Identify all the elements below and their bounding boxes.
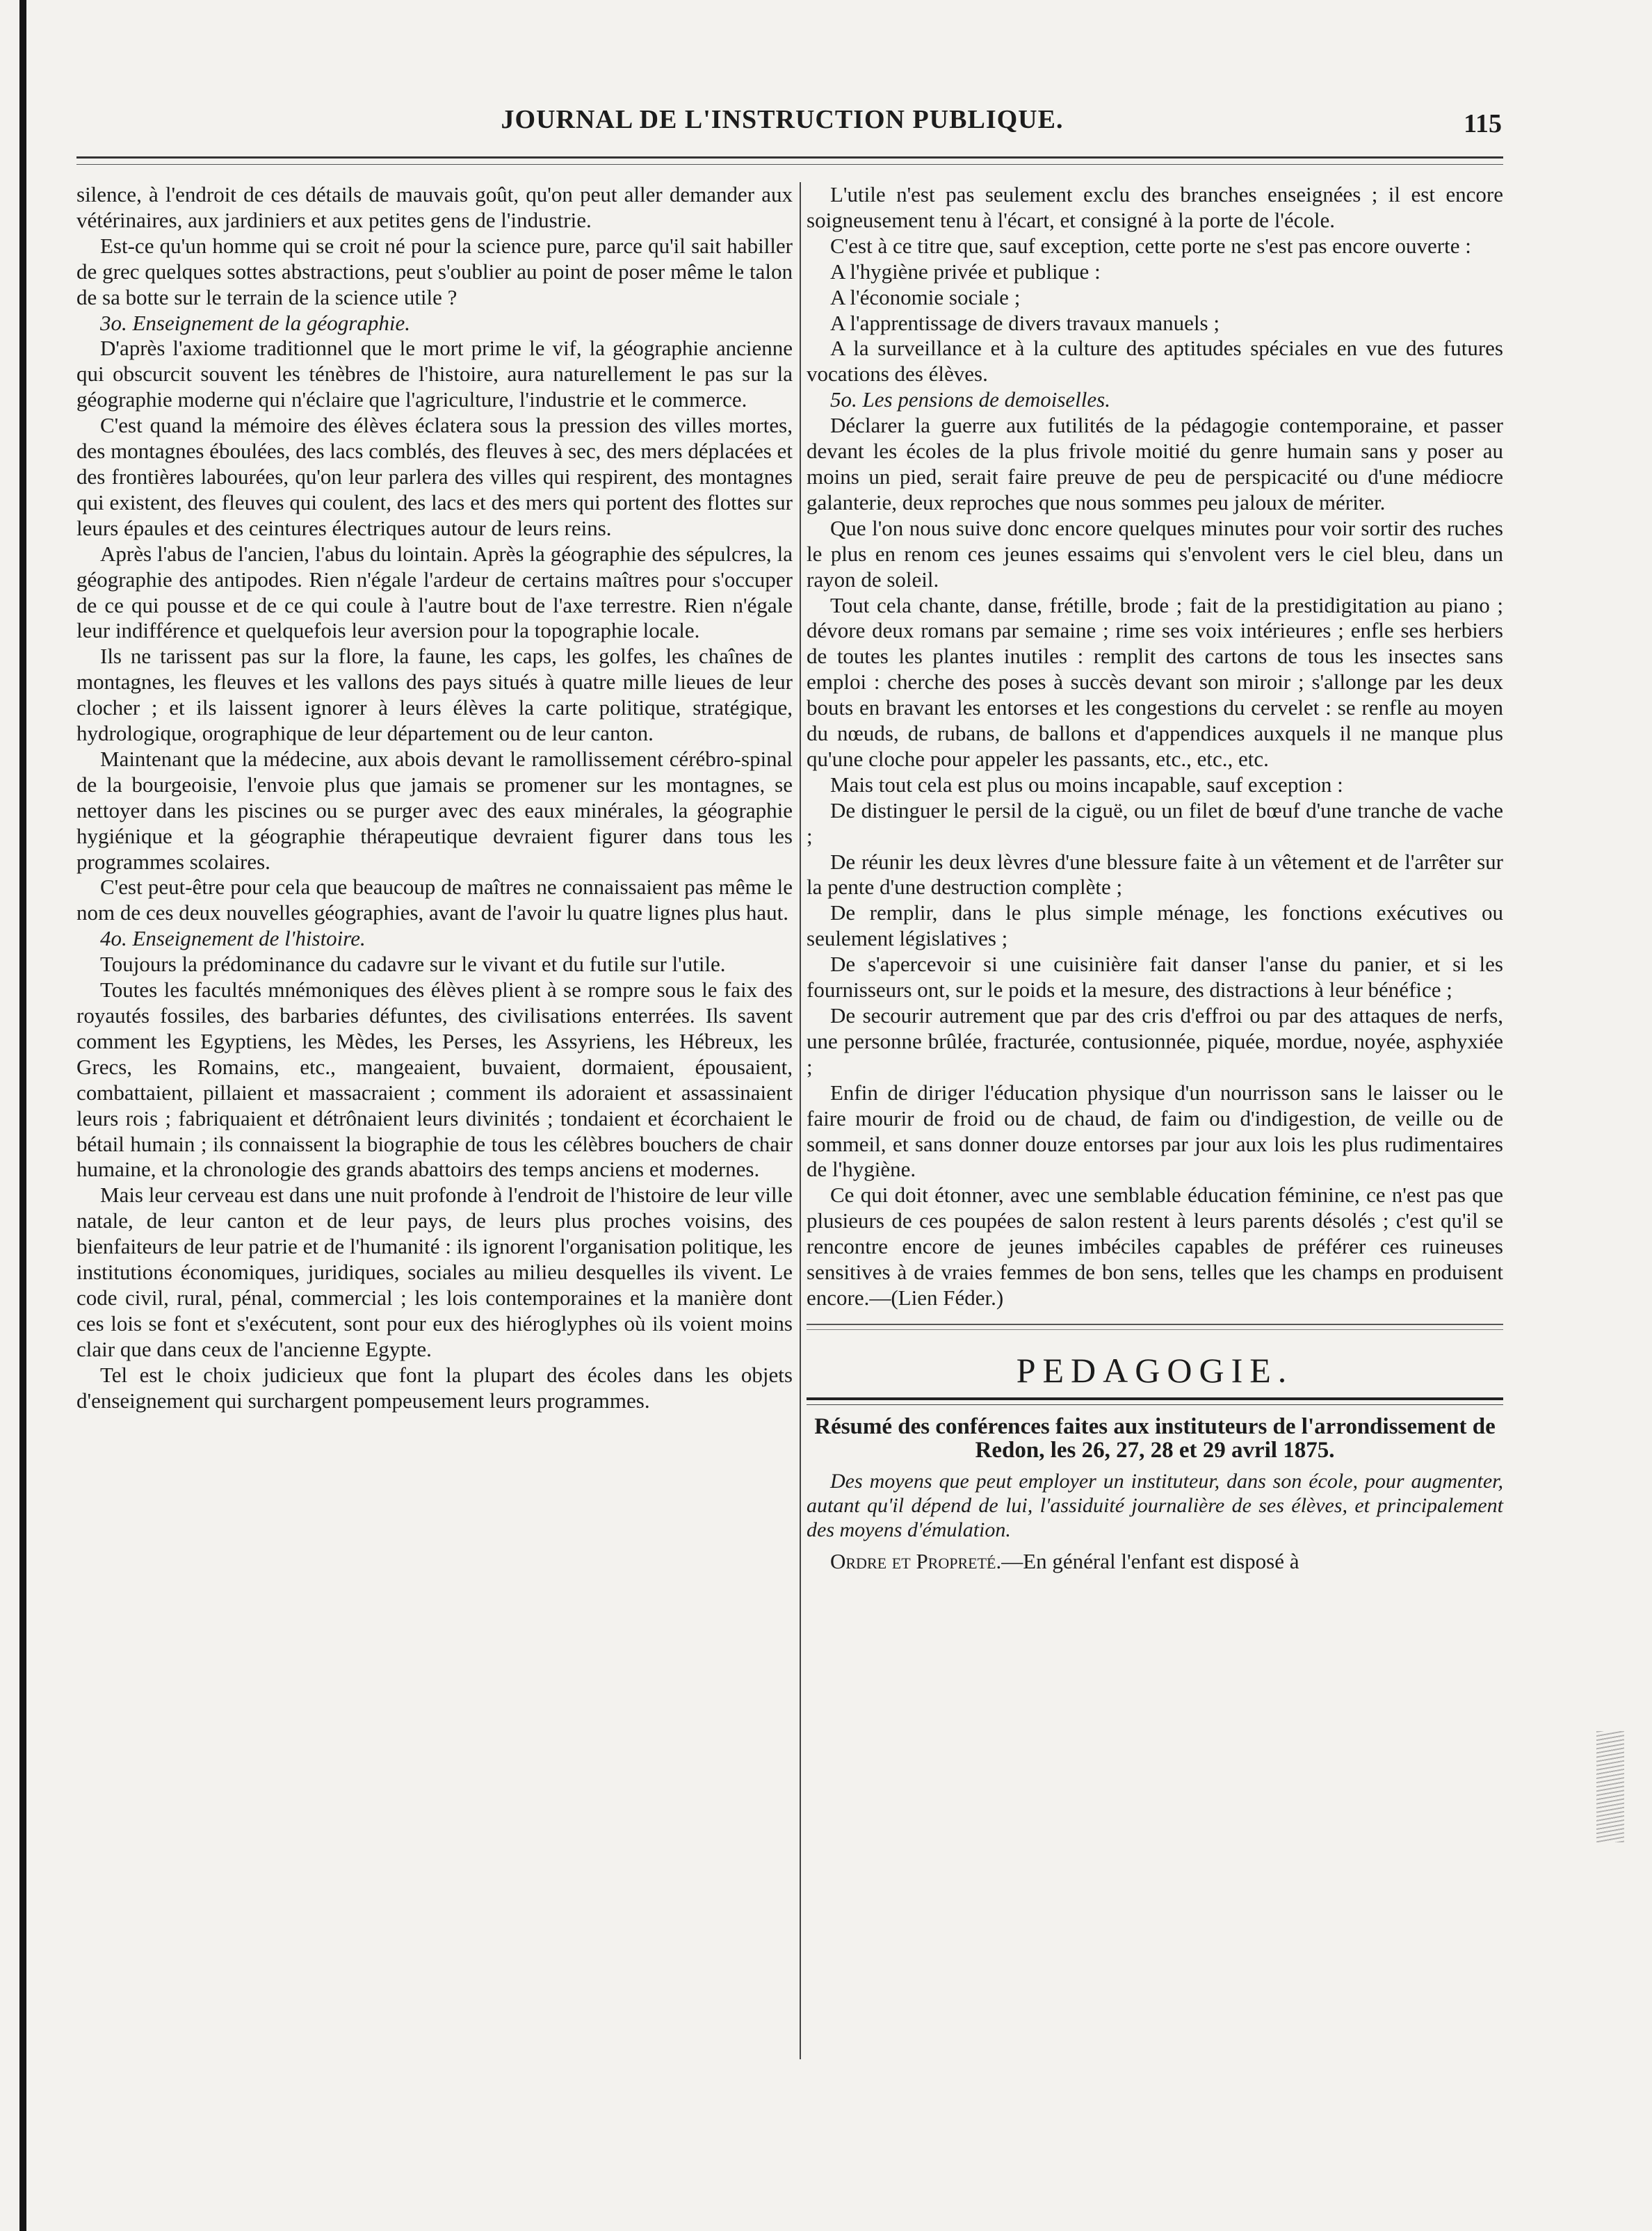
- page-header: [63, 104, 1502, 146]
- section-heading-geographie: [76, 311, 793, 336]
- paragraph: D'après l'axiome traditionnel que le mort prime le vif, la géographie ancienne qui obscurcit souvent les ténèbres de l'histoire, aura naturellement le pas sur la géographie moderne qui n'éclaire que l'agriculture, l'industrie et le commerce.: [76, 336, 793, 412]
- paragraph: Tel est le choix judicieux que font la plupart des écoles dans les objets d'enseignement qui surchargent pompeusement leurs programmes.: [76, 1362, 793, 1413]
- page-left-border: [19, 0, 26, 2231]
- paragraph: Est-ce qu'un homme qui se croit né pour la science pure, parce qu'il sait habiller de grec quelques sottes abstractions, peut s'oublier au point de poser même le talon de sa botte sur le terrain de la science utile ?: [76, 233, 793, 309]
- paragraph: Toutes les facultés mnémoniques des élèves plient à se rompre sous le faix des royautés fossiles, des barbaries défuntes, des civilisations enterrées. Ils savent comment les Egyptiens, les Mèdes, les Perses, les Assyriens, les Hébreux, les Grecs, les Romains, etc., mangeaient, buvaient, dormaient, épousaient, combattaient, pillaient et massacraient ; comment ils adoraient et assassinaient leurs rois ; fabriquaient et détrônaient leurs divinités ; tondaient et écorchaient le bétail humain ; ils connaissent la biographie de tous les célèbres bouchers de chair humaine, et la chronologie des grands abattoirs des temps anciens et modernes.: [76, 977, 793, 1182]
- section-rule-thin: [807, 1329, 1503, 1330]
- section-heading-text: 5o. Les pensions de demoiselles.: [830, 387, 1110, 412]
- paragraph: Ce qui doit étonner, avec une semblable éducation féminine, ce n'est pas que plusieurs de ces poupées de salon restent à leurs parents désolés ; c'est qu'il se rencontre encore de jeunes imbéciles capables de préférer ces ruineuses sensitives à de vraies femmes de bon sens, telles que les champs en produisent encore.—(Lien Féder.): [807, 1183, 1503, 1310]
- paragraph: Que l'on nous suive donc encore quelques minutes pour voir sortir des ruches le plus en renom ces jeunes essaims qui s'envolent vers le ciel bleu, dans un rayon de soleil.: [807, 515, 1503, 592]
- paragraph: Ils ne tarissent pas sur la flore, la faune, les caps, les golfes, les chaînes de montagnes, les fleuves et les vallons des pays situés à quatre mille lieues de leur clocher ; et ils laissent ignorer à leurs élèves la carte politique, stratégique, hydrologique, orographique de leur département ou de leur canton.: [76, 644, 793, 746]
- list-item: Enfin de diriger l'éducation physique d'un nourrisson sans le laisser ou le faire mourir de froid ou de chaud, de faim ou d'indigestion, de veille ou de sommeil, et sans donner douze entorses par jour aux lois les plus rudimentaires de l'hygiène.: [807, 1080, 1503, 1182]
- page-number: 115: [1464, 109, 1502, 138]
- paragraph: C'est peut-être pour cela que beaucoup de maîtres ne connaissaient pas même le nom de ces deux nouvelles géographies, avant de l'avoir lu quatre lignes plus haut.: [76, 875, 793, 925]
- paragraph: Mais tout cela est plus ou moins incapable, sauf exception :: [830, 772, 1343, 797]
- paragraph: C'est à ce titre que, sauf exception, cette porte ne s'est pas encore ouverte :: [830, 233, 1471, 258]
- paragraph: Déclarer la guerre aux futilités de la pédagogie contemporaine, et passer devant les écoles de la plus frivole moitié du genre humain sans y poser au moins un pied, serait faire preuve de peu de perspicacité ou d'une médiocre galanterie, deux reproches que nous sommes peu jaloux de mériter.: [807, 413, 1503, 514]
- paragraph-lead: Ordre et Propreté.: [830, 1548, 1002, 1573]
- left-column: [76, 182, 793, 1414]
- list-item: A la surveillance et à la culture des aptitudes spéciales en vue des futures vocations des élèves.: [807, 336, 1503, 387]
- list-item: De réunir les deux lèvres d'une blessure faite à un vêtement et de l'arrêter sur la pente d'une destruction complète ;: [807, 849, 1503, 900]
- pedagogie-subtitle: Résumé des conférences faites aux instituteurs de l'arrondissement de Redon, les 26, 27, 28 et 29 avril 1875.: [814, 1413, 1496, 1463]
- pedagogie-rule-thin: [807, 1404, 1503, 1405]
- paragraph: Tout cela chante, danse, frétille, brode ; fait de la prestidigitation au piano ; dévore deux romans par semaine ; rime ses voix intérieures ; enfle ses herbiers de toutes les plantes inutiles : remplit des cartons de tous les insectes sans emploi : cherche des poses à succès devant son miroir ; s'allonge par les deux bouts en bravant les entorses et les congestions du cervelet : se renfle au moyen du nœuds, de rubans, de ballons et d'appendices auxquels il ne manque plus qu'une cloche pour appeler les passants, etc., etc., etc.: [807, 592, 1503, 771]
- section-heading-demoiselles: [807, 387, 1503, 413]
- paragraph-text: —En général l'enfant est disposé à: [1001, 1548, 1299, 1573]
- column-divider: [800, 182, 801, 2059]
- paragraph: Après l'abus de l'ancien, l'abus du lointain. Après la géographie des sépulcres, la géographie des antipodes. Rien n'égale l'ardeur de certains maîtres pour s'occuper de ce qui pousse et de ce qui coule à l'autre bout de l'axe terrestre. Rien n'égale leur indifférence et quelquefois leur aversion pour la topographie locale.: [76, 541, 793, 643]
- list-item: A l'apprentissage de divers travaux manuels ;: [830, 310, 1220, 335]
- paragraph: silence, à l'endroit de ces détails de mauvais goût, qu'on peut aller demander aux vétérinaires, aux jardiniers et aux petites gens de l'industrie.: [76, 182, 793, 232]
- header-rule-thin: [76, 164, 1503, 165]
- right-column: [807, 182, 1503, 1575]
- pedagogie-description: Des moyens que peut employer un instituteur, dans son école, pour augmenter, autant qu'il dépend de lui, l'assiduité journalière de ses élèves, et principalement des moyens d'émulation.: [807, 1469, 1503, 1541]
- list-item: A l'hygiène privée et publique :: [830, 259, 1101, 284]
- list-item: De distinguer le persil de la ciguë, ou un filet de bœuf d'une tranche de vache ;: [807, 797, 1503, 848]
- paragraph: Maintenant que la médecine, aux abois devant le ramollissement cérébro-spinal de la bourgeoisie, l'envoie plus que jamais se promener sur les montagnes, se nettoyer dans les piscines ou se purger avec des eaux minérales, la géographie hygiénique et la géographie thérapeutique devraient figurer dans tous les programmes scolaires.: [76, 746, 793, 874]
- pedagogie-rule: [807, 1397, 1503, 1400]
- header-rule: [76, 156, 1503, 159]
- paragraph: L'utile n'est pas seulement exclu des branches enseignées ; il est encore soigneusement tenu à l'écart, et consigné à la porte de l'école.: [807, 182, 1503, 232]
- list-item: A l'économie sociale ;: [830, 284, 1021, 309]
- paragraph: Toujours la prédominance du cadavre sur le vivant et du futile sur l'utile.: [100, 952, 726, 977]
- section-heading-histoire: [76, 926, 793, 952]
- section-heading-text: 3o. Enseignement de la géographie.: [100, 310, 410, 335]
- list-item: De remplir, dans le plus simple ménage, les fonctions exécutives ou seulement législatives ;: [807, 900, 1503, 951]
- scan-artifact: [1596, 1731, 1624, 1842]
- paragraph: Mais leur cerveau est dans une nuit profonde à l'endroit de l'histoire de leur ville natale, de leur canton et de leur pays, de leurs plus proches voisins, des bienfaiteurs de leur patrie et de l'humanité : ils ignorent l'organisation politique, les institutions économiques, juridiques, sociales au milieu desquelles ils vivent. Le code civil, rural, pénal, commercial ; les lois contemporaines et la manière dont ces lois se font et s'exécutent, sont pour eux des hiéroglyphes où ils voient moins clair que dans ceux de l'ancienne Egypte.: [76, 1183, 793, 1361]
- list-utile: [807, 259, 1503, 388]
- section-heading-text: 4o. Enseignement de l'histoire.: [100, 926, 366, 951]
- journal-title: JOURNAL DE L'INSTRUCTION PUBLIQUE.: [501, 105, 1064, 134]
- list-item: De secourir autrement que par des cris d'effroi ou par des attaques de nerfs, une personne brûlée, fracturée, contusionnée, piquée, mordue, noyée, asphyxiée ;: [807, 1003, 1503, 1079]
- paragraph: C'est quand la mémoire des élèves éclatera sous la pression des villes mortes, des montagnes éboulées, des lacs comblés, des fleuves à sec, des mers déplacées et des frontières labourées, qu'on leur parlera des villes qui respirent, des montagnes qui existent, des fleuves qui coulent, des lacs et des mers qui portent des flottes sur leurs épaules et des ceintures électriques autour de leurs reins.: [76, 413, 793, 540]
- list-item: De s'apercevoir si une cuisinière fait danser l'anse du panier, et si les fournisseurs ont, sur le poids et la mesure, des distractions à leur bénéfice ;: [807, 952, 1503, 1003]
- pedagogie-first-paragraph: [807, 1549, 1503, 1575]
- pedagogie-title: PEDAGOGIE.: [1016, 1350, 1294, 1390]
- section-rule: [807, 1324, 1503, 1325]
